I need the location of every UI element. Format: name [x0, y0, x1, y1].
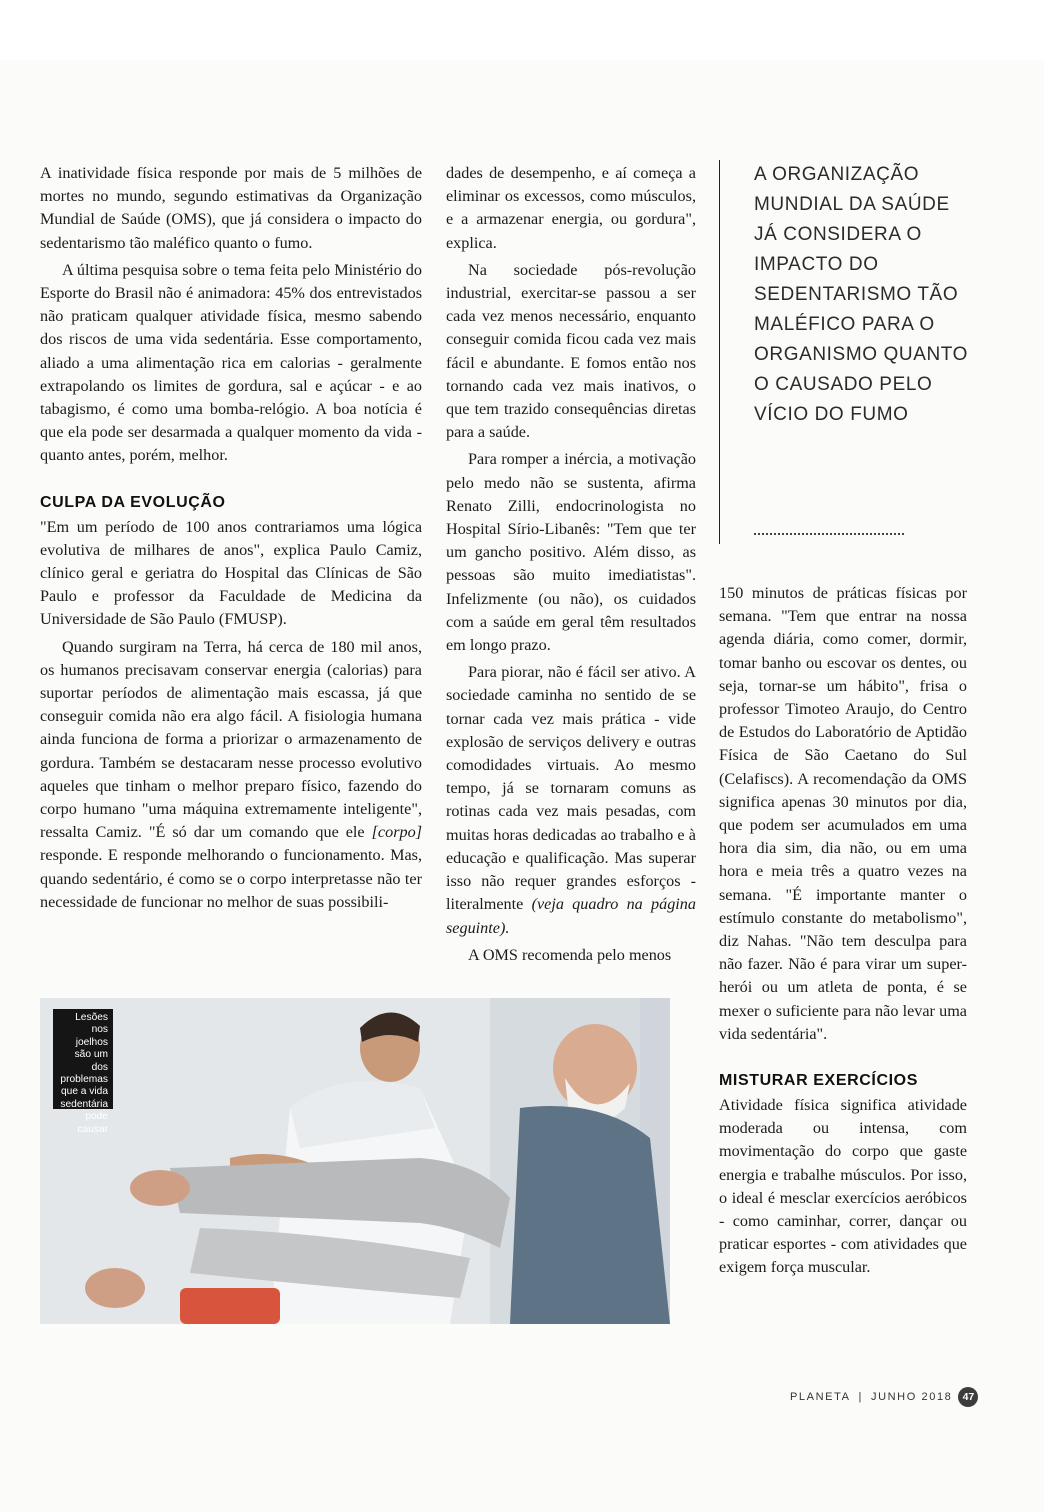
article-column-2 [446, 162, 696, 967]
paragraph-text: Quando surgiram na Terra, há cerca de 180 mil anos, os humanos precisavam conservar energia (calorias) para suportar períodos de alimentação mais escassa, já que conseguir comida não era algo fácil. A fisiologia humana ainda funciona de forma a priorizar o armazenamento de gordura. Também se destacaram nesse processo evolutivo aqueles que tinham o melhor preparo físico, fazendo do corpo humano "uma máquina extremamente inteligente", ressalta Camiz. "É só dar um comando que ele [40, 637, 422, 842]
paragraph: Atividade física significa atividade moderada ou intensa, com movimentação do corpo que gaste energia e trabalhe músculos. Por isso, o ideal é mesclar exercícios aeróbicos - como caminhar, correr, dançar ou praticar esportes - com atividades que exigem força muscular. [719, 1096, 967, 1277]
paragraph: A última pesquisa sobre o tema feita pelo Ministério do Esporte do Brasil não é animadora: 45% dos entrevistados não praticam qualquer atividade física, mesmo sabendo dos riscos de uma vida sedentária. Esse comportamento, aliado a uma alimentação rica em calorias - geralmente extrapolando os limites de gordura, sal e açúcar - e ao tabagismo, é como uma bomba-relógio. A boa notícia é que ela pode ser desarmada a qualquer momento da vida - quanto antes, porém, melhor. [40, 260, 422, 465]
photo-caption: Lesões nos joelhos são um dos problemas que a vida sedentária pode causar [53, 1009, 113, 1109]
paragraph [446, 661, 696, 939]
paragraph: "Em um período de 100 anos contrariamos uma lógica evolutiva de milhares de anos", explica Paulo Camiz, clínico geral e geriatra do Hospital das Clínicas de São Paulo e professor da Faculdade de Medicina da Universidade de São Paulo (FMUSP). [40, 517, 422, 629]
magazine-name: PLANETA [790, 1391, 851, 1403]
paragraph-emphasis: (veja quadro na página seguinte). [446, 895, 696, 937]
paragraph: A OMS recomenda pelo menos [468, 945, 672, 964]
pull-quote: A ORGANIZAÇÃO MUNDIAL DA SAÚDE JÁ CONSIDERA O IMPACTO DO SEDENTARISMO TÃO MALÉFICO PARA O ORGANISMO QUANTO O CAUSADO PELO VÍCIO DO FUMO [719, 160, 969, 544]
paragraph [40, 636, 422, 914]
paragraph: Na sociedade pós-revolução industrial, exercitar-se passou a ser cada vez menos necessário, enquanto conseguir comida ficou cada vez mais fácil e abundante. E fomos então nos tornando cada vez mais inativos, o que tem trazido consequências diretas para a saúde. [446, 260, 696, 442]
page-number-badge: 47 [958, 1387, 978, 1407]
physiotherapy-photo-illustration [40, 998, 670, 1324]
section-heading: CULPA DA EVOLUÇÃO [40, 493, 226, 511]
paragraph: 150 minutos de práticas físicas por semana. "Tem que entrar na nossa agenda diária, como comer, dormir, tomar banho ou escovar os dentes, ou seja, tornar-se um hábito", frisa o professor Timoteo Araujo, do Centro de Estudos do Laboratório de Aptidão Física de São Caetano do Sul (Celafiscs). A recomendação da OMS significa apenas 30 minutos por dia, que podem ser acumulados em uma hora dia sim, dia não, ou em uma hora e meia três a quatro vezes na semana. "É importante manter o estímulo constante do metabolismo", diz Nahas. "Não tem desculpa para não fazer. Não é para virar um super-herói ou um atleta de ponta, é se mexer o suficiente para não levar uma vida sedentária". [719, 584, 967, 1043]
paragraph-text: responde. E responde melhorando o funcionamento. Mas, quando sedentário, é como se o corpo interpretasse não ter necessidade de funcionar no melhor de suas possibili- [40, 846, 422, 911]
paragraph-text: Para piorar, não é fácil ser ativo. A sociedade caminha no sentido de se tornar cada vez mais prática - vide explosão de serviços delivery e outras comodidades virtuais. Ao mesmo tempo, já se tornaram comuns as rotinas cada vez mais pesadas, com muitas horas dedicadas ao trabalho e à educação e qualificação. Mas superar isso não requer grandes esforços - literalmente [446, 663, 696, 914]
article-column-3 [719, 582, 967, 1280]
article-column-1 [40, 162, 422, 914]
paragraph-emphasis: [corpo] [371, 823, 422, 842]
section-heading: MISTURAR EXERCÍCIOS [719, 1072, 918, 1090]
pull-quote-divider [754, 533, 904, 535]
issue-date: JUNHO 2018 [870, 1391, 953, 1403]
article-photo [40, 998, 670, 1324]
paragraph: dades de desempenho, e aí começa a eliminar os excessos, como músculos, e a armazenar energia, ou gordura", explica. [446, 164, 696, 252]
page-footer [790, 1386, 978, 1408]
paragraph: Para romper a inércia, a motivação pelo medo não se sustenta, afirma Renato Zilli, endocrinologista no Hospital Sírio-Libanês: "Tem que ter um gancho positivo. Além disso, as pessoas são muito imediatistas". Infelizmente (ou não), os cuidados com a saúde em geral têm resultados em longo prazo. [446, 450, 696, 655]
paragraph: A inatividade física responde por mais de 5 milhões de mortes no mundo, segundo estimativas da Organização Mundial de Saúde (OMS), que já considera o impacto do sedentarismo tão maléfico quanto o fumo. [40, 164, 422, 252]
footer-separator: | [858, 1391, 863, 1403]
